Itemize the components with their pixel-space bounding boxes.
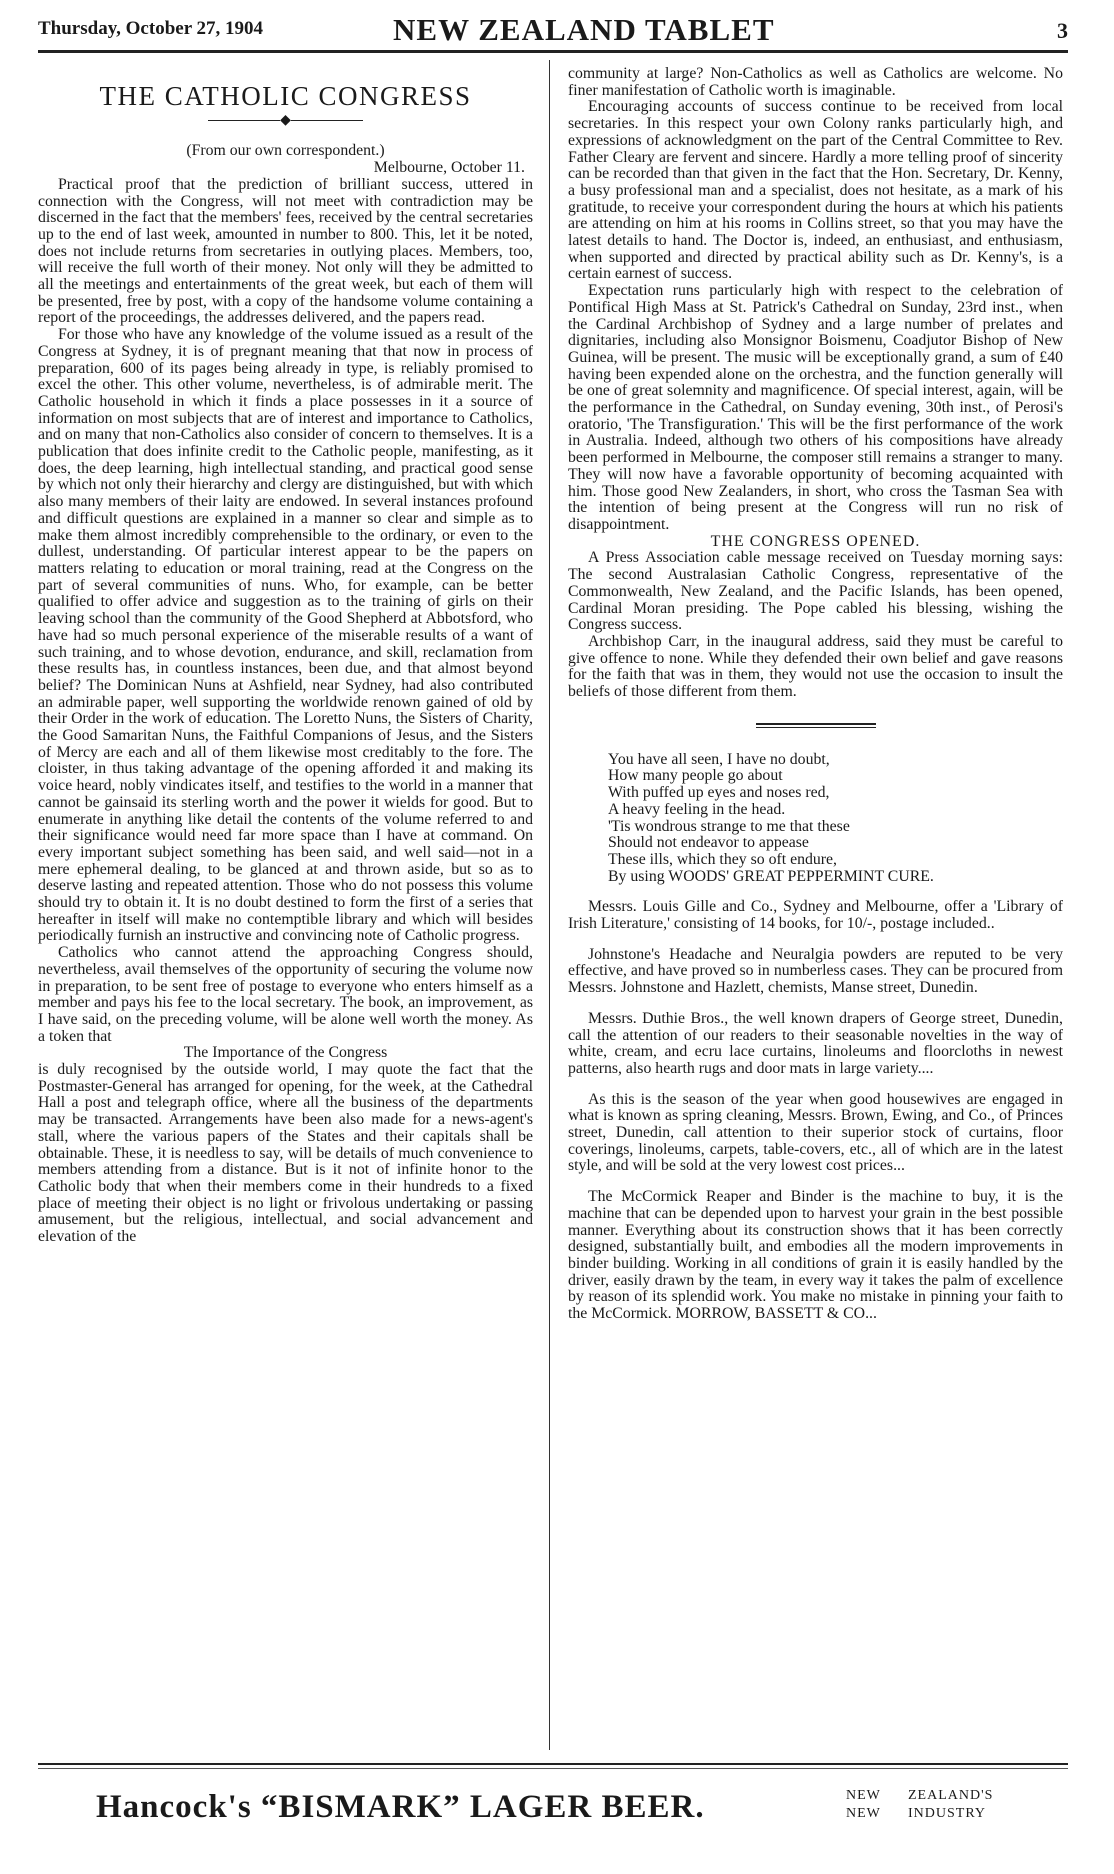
verse-line: You have all seen, I have no doubt, bbox=[608, 750, 830, 768]
article-paragraph: Encouraging accounts of success continue to be received from local secretaries. In this respect your own Colony ranks particularly high, and expressions of acknowledgment on the part of the Central Committee to Rev. Father Cleary are fervent and sincere. Hardly a more telling proof of sincerity can be recorded than that given in the fact that the Hon. Secretary, Dr. Kenny, a busy professional man and a specialist, does not hesitate, as a mark of his gratitude, to receive your correspondent during the hours at which his patients are attending on him at his rooms in Collins street, so that you may have the latest details to hand. The Doctor is, indeed, an enthusiast, and enthusiasm, when supported and directed by practical ability such as Dr. Kenny's, is a certain earnest of success. bbox=[568, 98, 1063, 283]
advertisement bbox=[568, 899, 1063, 932]
masthead-rule bbox=[38, 50, 1068, 53]
ad-text: As this is the season of the year when good housewives are engaged in what is known as spring cleaning, Messrs. Brown, Ewing, and Co., of Princes street, Dunedin, call attention to their superior stock of curtains, floor coverings, linoleums, carpets, table-covers, etc., all of which are in the latest style, and will be sold at the very lowest cost prices... bbox=[568, 1090, 1063, 1175]
ad-text: Messrs. Duthie Bros., the well known drapers of George street, Dunedin, call the attention of our readers to their seasonable novelties in the way of white, cream, and ecru lace curtains, linoleums and floorcloths in newest patterns, also hearth rugs and door mats in large variety.... bbox=[568, 1009, 1063, 1077]
article-paragraph: Practical proof that the prediction of brilliant success, uttered in connection with the Congress, will not meet with contradiction may be discerned in the fact that the members' fees, received by the central secretaries up to the end of last week, amounted in number to 800. This, let it be noted, does not include returns from secretaries in outlying places. Members, too, will receive the full worth of their money. Not only will they be admitted to all the meetings and entertainments of the great week, but each of them will be presented, free by post, with a copy of the handsome volume containing a report of the proceedings, the addresses delivered, and the papers read. bbox=[38, 175, 533, 327]
verse-line: How many people go about bbox=[608, 767, 783, 785]
advertisement bbox=[568, 1092, 1063, 1176]
badge-word: NEW bbox=[846, 1806, 881, 1821]
footer-rule bbox=[38, 1763, 1068, 1765]
verse-line: 'Tis wondrous strange to me that these bbox=[608, 817, 850, 835]
advertisement bbox=[568, 947, 1063, 997]
badge-word: ZEALAND'S bbox=[908, 1788, 994, 1803]
article-paragraph: Expectation runs particularly high with respect to the celebration of Pontifical High Mass at St. Patrick's Cathedral on Sunday, 23rd inst., when the Cardinal Archbishop of Sydney and a large number of prelates and dignitaries, including also Monsignor Boismenu, Coadjutor Bishop of New Guinea, will be present. The music will be exceptionally grand, a sum of £40 having been expended alone on the orchestra, and the function generally will be one of great solemnity and magnificence. Of special interest, again, will be the performance in the Cathedral, on Sunday evening, 30th inst., of Perosi's oratorio, 'The Transfiguration.' This will be the first performance of the work in Australia. Indeed, although two others of his compositions have already been performed in Melbourne, the composer still remains a stranger to many. They will now have a favorable opportunity of becoming acquainted with him. Those good New Zealanders, in short, who cross the Tasman Sea with the intention of being present at the Congress will run no risk of disappointment. bbox=[568, 282, 1063, 533]
section-divider bbox=[756, 723, 876, 728]
article-byline: (From our own correspondent.) bbox=[186, 142, 385, 160]
right-column bbox=[568, 66, 1063, 1751]
column-divider bbox=[549, 60, 550, 1750]
ad-text: The McCormick Reaper and Binder is the machine to buy, it is the machine that can be depended upon to harvest your grain in the best possible manner. Everything about its construction shows that it has been correctly designed, substantially built, and embodies all the modern improvements in binder building. Working in all conditions of grain it is easily handled by the driver, easily drawn by the team, in every way it takes the palm of excellence by reason of its splendid work. You make no mistake in pinning your faith to the McCormick. MORROW, BASSETT & CO... bbox=[568, 1188, 1063, 1323]
badge-word: INDUSTRY bbox=[908, 1806, 987, 1821]
advertisement bbox=[568, 1011, 1063, 1078]
page-number: 3 bbox=[1057, 18, 1068, 43]
advertisement bbox=[568, 1189, 1063, 1323]
footer-rule bbox=[38, 1768, 1068, 1769]
peppermint-verse bbox=[608, 752, 1063, 886]
article-paragraph: For those who have any knowledge of the volume issued as a result of the Congress at Sydney, it is of pregnant meaning that that now in process of preparation, 600 of its pages being already in type, is reliably promised to excel the other. This other volume, nevertheless, is of admirable merit. The Catholic household in which it finds a place possesses in it a source of information on most subjects that are of interest and importance to Catholics, and on many that non-Catholics also consider of concern to themselves. It is a publication that does infinite credit to the Catholic people, manifesting, as it does, the deep learning, high intellectual standing, and practical good sense by which not only their hierarchy and clergy are distinguished, but with which also many members of their laity are endowed. In several instances profound and difficult questions are explained in a manner so clear and simple as to make them almost incredibly comprehensible to the ordinary, or even to the dullest, understanding. Of particular interest appear to be the papers on matters relating to education or moral training, read at the Congress on the part of several communities of nuns. Who, for example, can be better qualified to offer advice and suggestion as to the training of girls on their leaving school than the community of the Good Shepherd at Abbotsford, who have had so much personal experience of the miserable results of a want of such training, and to whose devotion, endurance, and skill, reclamation from these results has, in countless instances, been due, and that almost beyond belief? The Dominican Nuns at Ashfield, near Sydney, had also contributed an admirable paper, well supporting the worldwide renown gained of old by their Order in the work of education. The Loretto Nuns, the Sisters of Charity, the Good Samaritan Nuns, the Faithful Companions of Jesus, and the Sisters of Mercy are each and all of them likewise most creditably to the fore. The cloister, in thus taking advantage of the opening afforded it and making its voice heard, nobly vindicates itself, and testifies to the world in a manner that cannot be gainsaid its sterling worth and the power it wields for good. But to enumerate in anything like detail the contents of the volume referred to and their significance would need far more space than I have at command. On every important subject something has been said, and well said—not in a mere ephemeral dealing, to be glanced at and thrown aside, but so as to deserve lasting and repeated attention. Those who do not possess this volume should try to obtain it. It is no doubt destined to form the first of a series that hereafter in itself will make no contemptible library and which will besides periodically furnish an instructive and convincing note of Catholic progress. bbox=[38, 326, 533, 945]
industry-badge bbox=[846, 1787, 993, 1823]
lager-beer-ad: Hancock's “BISMARK” LAGER BEER. bbox=[96, 1789, 705, 1825]
ad-text: Messrs. Louis Gille and Co., Sydney and Melbourne, offer a 'Library of Irish Literature,' consisting of 14 books, for 10/-, postage included.. bbox=[568, 898, 1063, 933]
article-paragraph: Archbishop Carr, in the inaugural address, said they must be careful to give offence to none. While they defended their own belief and gave reasons for the faith that was in them, they would not use the occasion to insult the beliefs of those different from them. bbox=[568, 632, 1063, 701]
subhead-congress-opened: THE CONGRESS OPENED. bbox=[710, 532, 921, 550]
newspaper-title: NEW ZEALAND TABLET bbox=[393, 12, 775, 47]
article-headline: THE CATHOLIC CONGRESS bbox=[99, 81, 472, 111]
footer-advertisement bbox=[38, 1763, 1068, 1853]
headline-ornament: ◆ bbox=[38, 113, 533, 130]
issue-date: Thursday, October 27, 1904 bbox=[38, 18, 264, 39]
badge-word: NEW bbox=[846, 1788, 881, 1803]
verse-line: A heavy feeling in the head. bbox=[608, 800, 786, 818]
left-column bbox=[38, 66, 533, 1751]
article-dateline: Melbourne, October 11. bbox=[373, 159, 525, 177]
article-paragraph: Catholics who cannot attend the approaching Congress should, nevertheless, avail themselves of the opportunity of securing the volume now in preparation, to be sent free of postage to everyone who enters himself as a member and pays his fee to the local secretary. The book, an improvement, as I have said, on the preceding volume, will be alone well worth the money. As a token that bbox=[38, 944, 533, 1045]
article-paragraph: A Press Association cable message received on Tuesday morning says: The second Australasian Catholic Congress, representative of the Commonwealth, New Zealand, and the Pacific Islands, has been opened, Cardinal Moran presiding. The Pope cabled his blessing, wishing the Congress success. bbox=[568, 549, 1063, 634]
article-paragraph: community at large? Non-Catholics as well as Catholics are welcome. No finer manifestation of Catholic worth is imaginable. bbox=[568, 66, 1063, 99]
ad-text: Johnstone's Headache and Neuralgia powders are reputed to be very effective, and have proved so in numberless cases. They can be procured from Messrs. Johnstone and Hazlett, chemists, Manse street, Dunedin. bbox=[568, 945, 1063, 997]
verse-line: By using WOODS' GREAT PEPPERMINT CURE. bbox=[608, 867, 934, 885]
subhead-importance: The Importance of the Congress bbox=[183, 1044, 388, 1062]
verse-line: These ills, which they so oft endure, bbox=[608, 850, 838, 868]
verse-line: Should not endeavor to appease bbox=[608, 834, 809, 852]
article-paragraph: is duly recognised by the outside world, I may quote the fact that the Postmaster-General has arranged for opening, for the week, at the Cathedral Hall a post and telegraph office, where all the business of the departments may be transacted. Arrangements have been also made for a news-agent's stall, where the various papers of the States and their capitals shall be obtainable. These, it is needless to say, will be details of much convenience to members attending from a distance. But is it not of infinite honor to the Catholic body that when their members come in their hundreds to a fixed place of meeting their object is no light or frivolous undertaking or passing amusement, but the religious, intellectual, and social advancement and elevation of the bbox=[38, 1061, 533, 1246]
verse-line: With puffed up eyes and noses red, bbox=[608, 784, 830, 802]
